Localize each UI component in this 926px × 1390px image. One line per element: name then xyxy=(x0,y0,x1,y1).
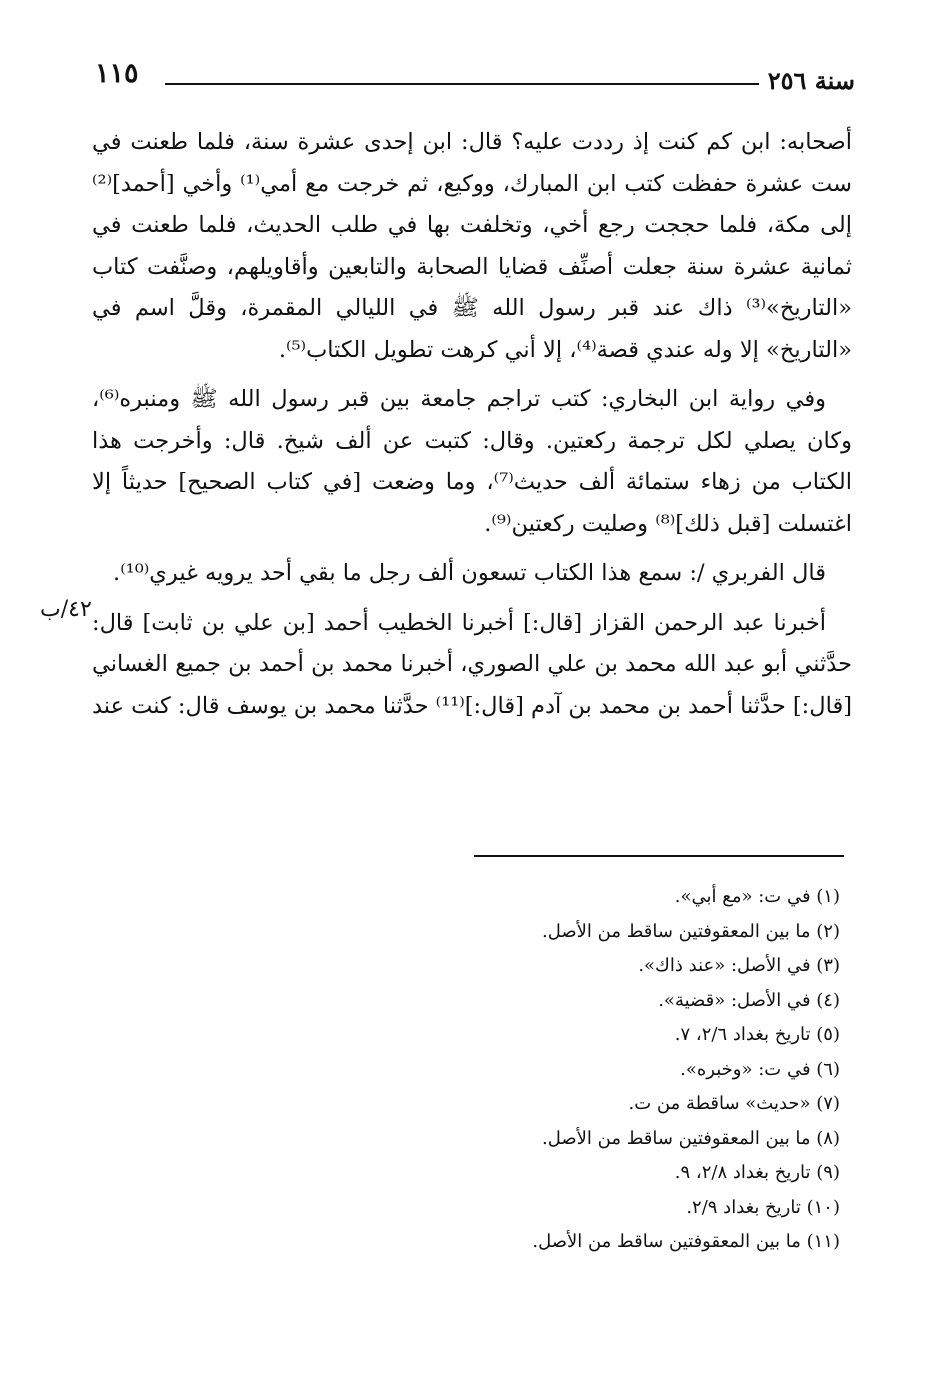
footnote-2: (٢) ما بين المعقوفتين ساقط من الأصل. xyxy=(542,920,840,942)
paragraph-2: وفي رواية ابن البخاري: كتب تراجم جامعة بين قبر رسول الله ﷺ ومنبره⁽⁶⁾، وكان يصلي لكل ترجمة ركعتين. وقال: كتبت عن ألف شيخ. قال: وأخرجت هذا الكتاب من زهاء ستمائة ألف حديث⁽⁷⁾، وما وضعت [في كتاب الصحيح] حديثاً إلا اغتسلت [قبل ذلك]⁽⁸⁾ وصليت ركعتين⁽⁹⁾. xyxy=(92,386,852,537)
footnote-11: (١١) ما بين المعقوفتين ساقط من الأصل. xyxy=(532,1231,840,1252)
footnote-rule xyxy=(474,855,844,857)
footnote-6: (٦) في ت: «وخبره». xyxy=(680,1058,840,1080)
footnote-9: (٩) تاريخ بغداد ٢/٨، ٩. xyxy=(674,1162,840,1183)
main-text xyxy=(92,122,852,735)
footnote-5: (٥) تاريخ بغداد ٢/٦، ٧. xyxy=(674,1024,840,1045)
folio-marker: ٤٢/ب xyxy=(40,597,92,622)
header-rule xyxy=(165,83,759,85)
footnote-7: (٧) «حديث» ساقطة من ت. xyxy=(628,1093,840,1114)
footnote-8: (٨) ما بين المعقوفتين ساقط من الأصل. xyxy=(542,1127,840,1149)
footnote-3: (٣) في الأصل: «عند ذاك». xyxy=(638,955,840,976)
paragraph-3: قال الفربري /: سمع هذا الكتاب تسعون ألف رجل ما بقي أحد يرويه غيري⁽¹⁰⁾. xyxy=(113,560,826,586)
footnote-1: (١) في ت: «مع أبي». xyxy=(674,886,840,907)
footnote-4: (٤) في الأصل: «قضية». xyxy=(658,989,840,1011)
paragraph-1: أصحابه: ابن كم كنت إذ رددت عليه؟ قال: ابن إحدى عشرة سنة، فلما طعنت في ست عشرة حفظت كتب ابن المبارك، ووكيع، ثم خرجت مع أمي⁽¹⁾ وأخي [أحمد]⁽²⁾ إلى مكة، فلما حججت رجع أخي، وتخلفت بها في طلب الحديث، فلما طعنت في ثمانية عشرة سنة جعلت أصنِّف قضايا الصحابة والتابعين وأقاويلهم، وصنَّفت كتاب «التاريخ»⁽³⁾ ذاك عند قبر رسول الله ﷺ في الليالي المقمرة، وقلَّ اسم في «التاريخ» إلا وله عندي قصة⁽⁴⁾، إلا أني كرهت تطويل الكتاب⁽⁵⁾. xyxy=(92,129,852,363)
paragraph-4: أخبرنا عبد الرحمن القزاز [قال:] أخبرنا الخطيب أحمد [بن علي بن ثابت] قال: حدَّثني أبو عبد الله محمد بن علي الصوري، أخبرنا محمد بن أحمد بن جميع الغساني [قال:] حدَّثنا أحمد بن محمد بن آدم [قال:]⁽¹¹⁾ حدَّثنا محمد بن يوسف قال: كنت عند xyxy=(91,609,852,719)
header-year: سنة ٢٥٦ xyxy=(767,66,855,95)
footnote-10: (١٠) تاريخ بغداد ٢/٩. xyxy=(686,1196,840,1218)
footnotes xyxy=(200,880,840,1260)
page-number: ١١٥ xyxy=(95,58,139,89)
running-header xyxy=(95,58,855,102)
